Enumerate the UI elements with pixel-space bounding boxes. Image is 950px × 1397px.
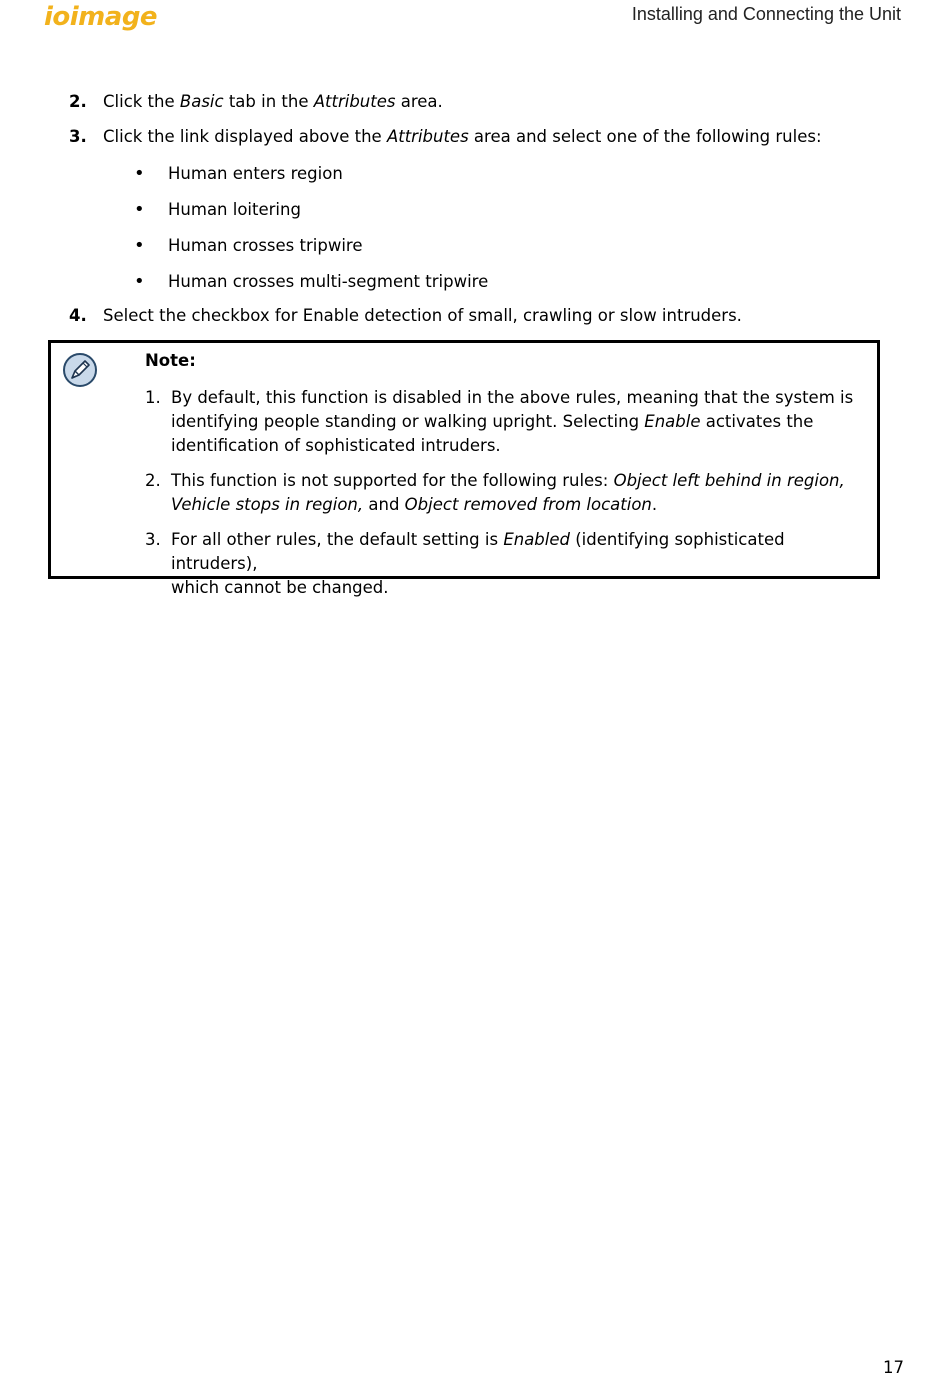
list-item-text: Human loitering <box>168 200 301 219</box>
ui-term-basic: Basic <box>179 92 224 111</box>
step-text <box>103 92 443 111</box>
bullet-icon: • <box>134 163 145 184</box>
list-item <box>134 163 343 184</box>
text-run: For all other rules, the default setting is <box>171 530 504 549</box>
note-item-text <box>171 386 865 458</box>
logo-text: ioimage <box>44 2 158 32</box>
text-run: and <box>363 495 405 514</box>
step-3 <box>69 127 822 146</box>
bullet-icon: • <box>134 271 145 292</box>
list-item-text: Human enters region <box>168 164 343 183</box>
list-item-text: Human crosses multi-segment tripwire <box>168 272 489 291</box>
note-title: Note: <box>145 351 196 370</box>
emphasis: Object left behind in region, <box>613 471 845 490</box>
section-header-title: Installing and Connecting the Unit <box>631 4 901 24</box>
emphasis: Object removed from location <box>404 495 652 514</box>
note-item-text <box>171 469 865 517</box>
step-text <box>103 127 822 146</box>
ui-term-attributes: Attributes <box>313 92 396 111</box>
step-number: 3. <box>69 127 87 146</box>
note-item-number: 1. <box>145 388 161 407</box>
text-run: tab in the <box>223 92 314 111</box>
text-run: which cannot be changed. <box>171 578 389 597</box>
text-run: Click the link displayed above the <box>103 127 387 146</box>
bullet-icon: • <box>134 235 145 256</box>
emphasis: Enabled <box>503 530 570 549</box>
text-run: . <box>651 495 658 514</box>
text-run: identifying people standing or walking upright. Selecting <box>171 412 645 431</box>
text-run: By default, this function is disabled in the above rules, meaning that the system is <box>171 388 854 407</box>
step-number: 2. <box>69 92 87 111</box>
text-run: area and select one of the following rules: <box>468 127 822 146</box>
text-run: identification of sophisticated intruders. <box>171 436 501 455</box>
emphasis: Enable <box>644 412 701 431</box>
step-4 <box>69 306 742 325</box>
text-run: activates the <box>700 412 814 431</box>
step-2 <box>69 92 443 111</box>
list-item <box>134 235 363 256</box>
text-run: area. <box>395 92 443 111</box>
note-item-number: 2. <box>145 471 161 490</box>
step-text: Select the checkbox for Enable detection of small, crawling or slow intruders. <box>103 306 742 325</box>
note-item <box>145 469 865 517</box>
text-run: Click the <box>103 92 180 111</box>
note-item <box>145 528 865 600</box>
note-item <box>145 386 865 458</box>
pen-note-icon <box>61 351 99 389</box>
ui-term-attributes: Attributes <box>386 127 469 146</box>
text-run: (identifying sophisticated intruders), <box>171 530 785 573</box>
list-item-text: Human crosses tripwire <box>168 236 363 255</box>
emphasis: Vehicle stops in region, <box>171 495 364 514</box>
note-item-text <box>171 528 865 600</box>
text-run: This function is not supported for the following rules: <box>171 471 614 490</box>
step-number: 4. <box>69 306 87 325</box>
list-item <box>134 199 301 220</box>
note-box <box>48 340 880 597</box>
note-item-number: 3. <box>145 530 161 549</box>
list-item <box>134 271 488 292</box>
bullet-icon: • <box>134 199 145 220</box>
page-number: 17 <box>883 1358 904 1377</box>
ioimage-logo <box>44 2 157 32</box>
